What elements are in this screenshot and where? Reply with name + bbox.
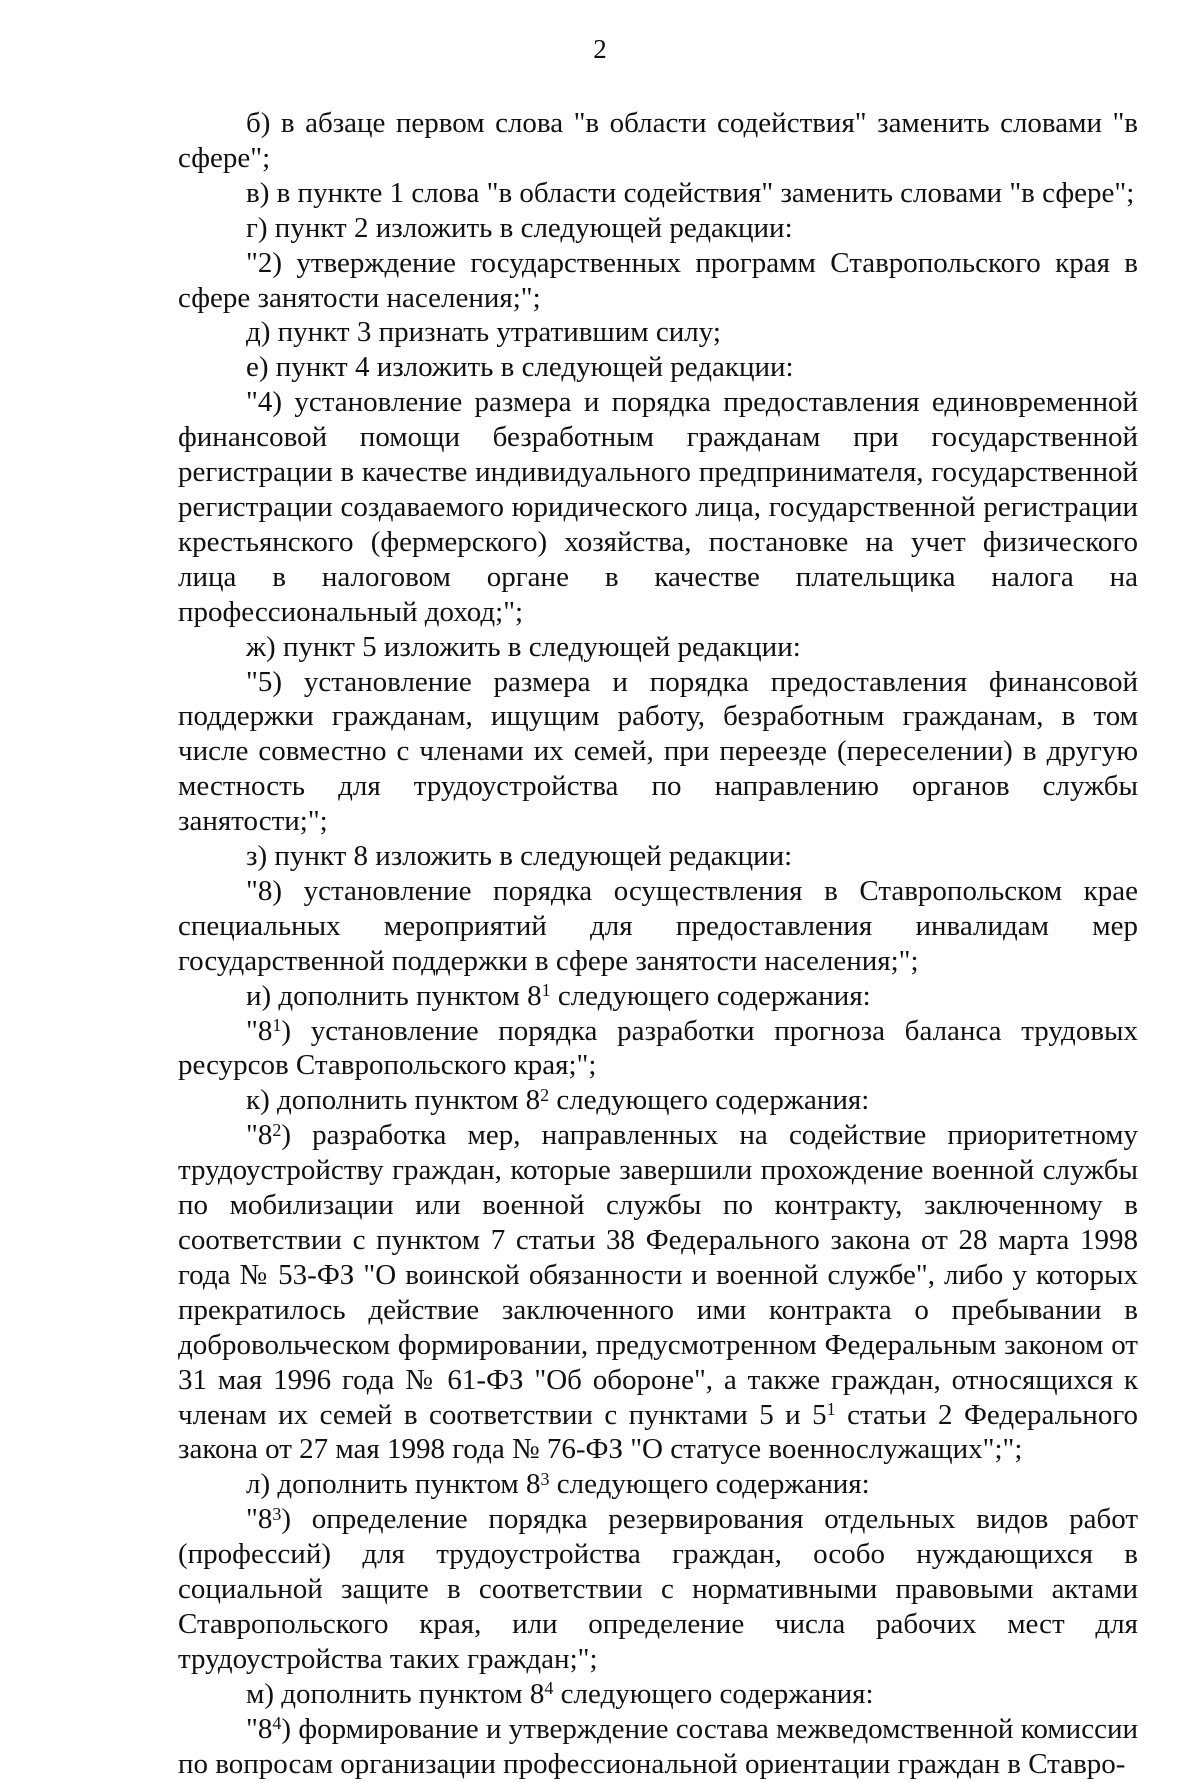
paragraph-b: б) в абзаце первом слова "в области содействия" заменить словами "в сфере"; [178, 107, 1138, 174]
page-number: 2 [593, 34, 607, 64]
paragraph-k: к) дополнить пунктом $8^2$ следующего содержания: [246, 1084, 870, 1117]
superscript: 1 [541, 980, 551, 1000]
paragraph-l: л) дополнить пунктом $8^3$ следующего содержания: [246, 1468, 870, 1501]
superscript: 4 [272, 1713, 282, 1734]
paragraph-zh: ж) пункт 5 изложить в следующей редакции: [246, 630, 801, 663]
paragraph-l-text: "$8^3$) определение порядка резервирования отдельных видов работ (профессий) для трудоустройства граждан, особо нуждающихся в социальной защите в соответствии с нормативными правовыми актами Ставропольского края, или определение числа рабочих мест для трудоустройства таких граждан;"; [178, 1503, 1138, 1675]
document-body [178, 106, 1138, 1782]
paragraph-g-text: "2) утверждение государственных программ Ставропольского края в сфере занятости населения;"; [178, 246, 1138, 314]
paragraph-v: в) в пункте 1 слова "в области содействия" заменить словами "в сфере"; [246, 176, 1135, 209]
superscript: 2 [540, 1084, 550, 1105]
paragraph-z-text: "8) установление порядка осуществления в Ставропольском крае специальных мероприятий для предоставления инвалидам мер государственной поддержки в сфере занятости населения;"; [178, 874, 1138, 977]
superscript: 1 [272, 1014, 282, 1035]
superscript: 3 [540, 1468, 550, 1489]
superscript: 2 [272, 1119, 282, 1140]
paragraph-i-text: "$8^1$) установление порядка разработки прогноза баланса трудовых ресурсов Ставропольского края;"; [178, 1014, 1138, 1082]
superscript: 1 [826, 1398, 836, 1419]
paragraph-zh-text: "5) установление размера и порядка предоставления финансовой поддержки гражданам, ищущим работу, безработным гражданам, в том числе совместно с членами их семей, при переезде (переселении) в другую местность для трудоустройства по направлению органов службы занятости;"; [178, 665, 1138, 838]
paragraph-d: д) пункт 3 признать утратившим силу; [246, 316, 721, 349]
paragraph-e-text: "4) установление размера и порядка предоставления единовременной финансовой помощи безработным гражданам при государственной регистрации в качестве индивидуального предпринимателя, государственной регистрации создаваемого юридического лица, государственной регистрации крестьянского (фермерского) хозяйства, постановке на учет физического лица в налоговом органе в качестве плательщика налога на профессиональный доход;"; [178, 386, 1138, 628]
paragraph-e: е) пункт 4 изложить в следующей редакции: [246, 351, 794, 384]
paragraph-k-text: "$8^2$) разработка мер, направленных на содействие приоритетному трудоустройству граждан, которые завершили прохождение военной службы по мобилизации или военной службы по контракту, заключенному в соответствии с пунктом 7 статьи 38 Федерального закона от 28 марта 1998 года № 53-ФЗ "О воинской обязанности и военной службе", либо у которых прекратилось действие заключенного ими контракта о пребывании в добровольческом формировании, предусмотренном Федеральным законом от 31 мая 1996 года № 61-ФЗ "Об обороне", а также граждан, относящихся к членам их семей в соответствии с пунктами 5 и $5^1$ статьи 2 Федерального закона от 27 мая 1998 года № 76-ФЗ "О статусе военнослужащих";"; [178, 1119, 1139, 1466]
paragraph-g: г) пункт 2 изложить в следующей редакции: [246, 211, 793, 244]
paragraph-m-text: "$8^4$) формирование и утверждение состава межведомственной комиссии по вопросам организации профессиональной ориентации граждан в Ставро- [178, 1712, 1138, 1780]
paragraph-z: з) пункт 8 изложить в следующей редакции: [246, 840, 793, 873]
paragraph-m: м) дополнить пунктом $8^4$ следующего содержания: [246, 1677, 874, 1710]
superscript: 3 [272, 1503, 282, 1524]
superscript: 4 [544, 1678, 554, 1699]
paragraph-i: и) дополнить пунктом $8^1$ следующего содержания: [246, 979, 871, 1012]
